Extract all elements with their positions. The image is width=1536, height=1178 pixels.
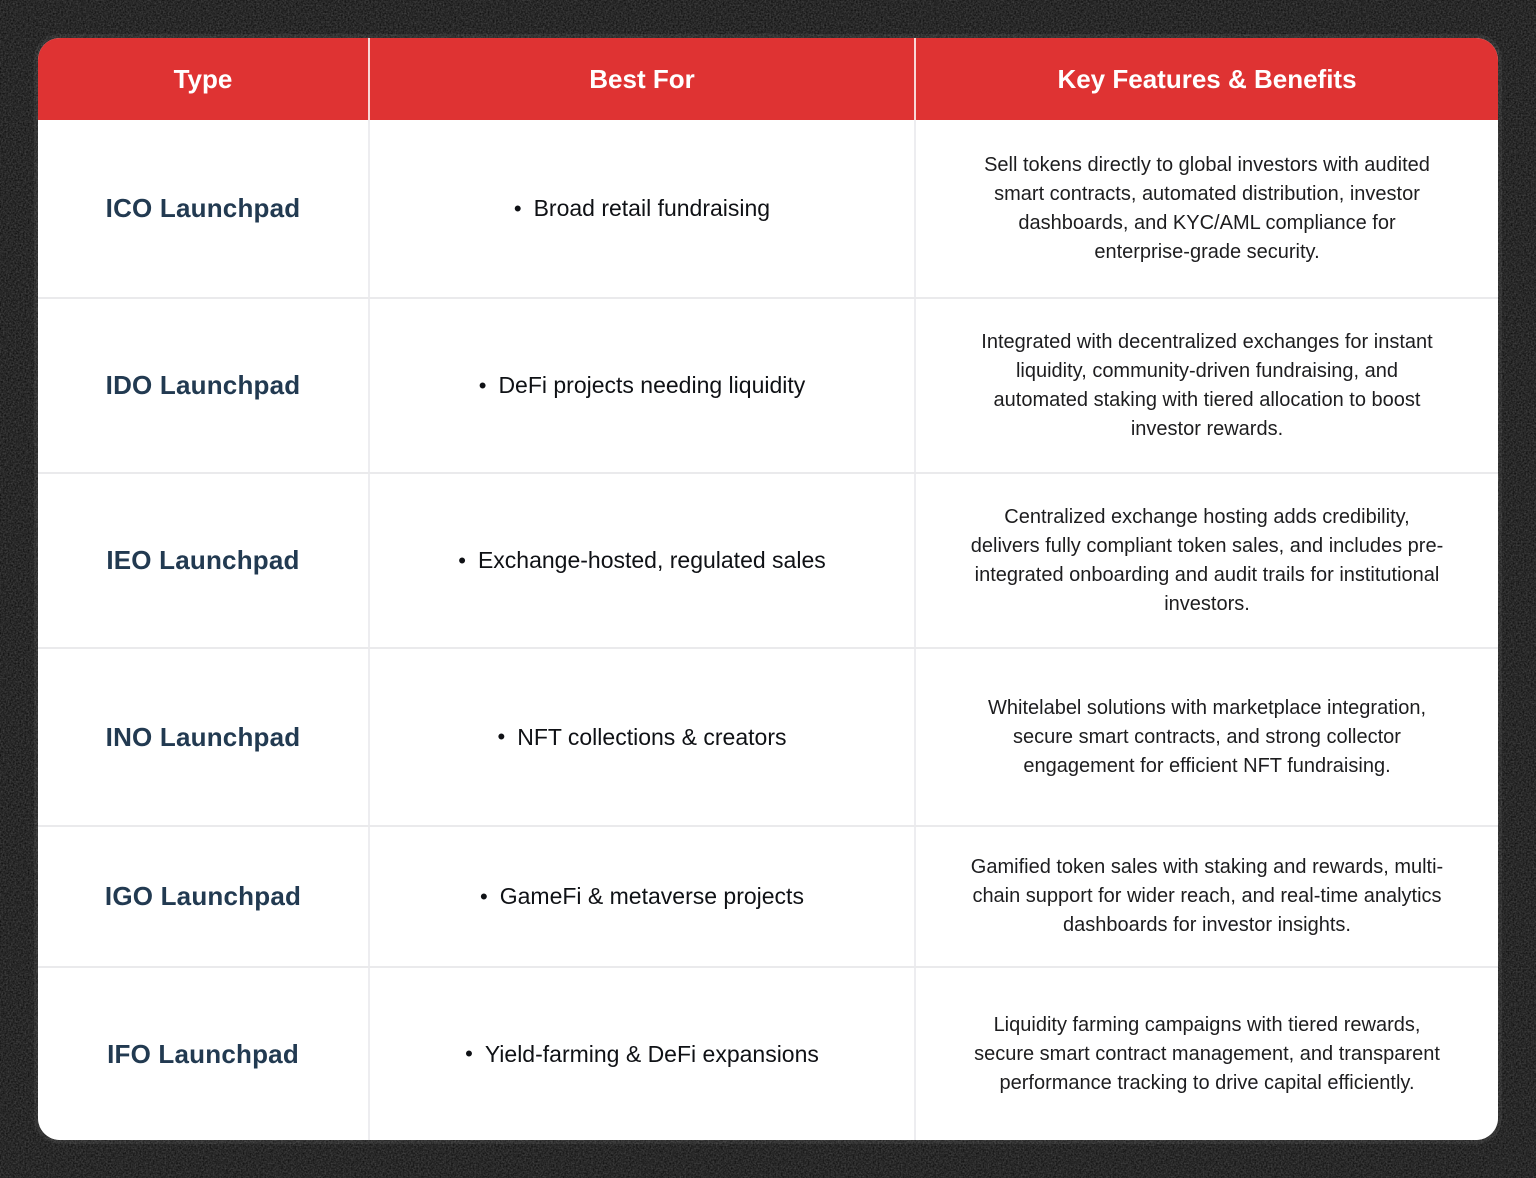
best-for-cell (370, 968, 916, 1140)
bullet-icon: • (478, 372, 487, 398)
best-for-cell (370, 299, 916, 472)
best-for-cell (370, 474, 916, 647)
type-cell: IEO Launchpad (38, 474, 370, 647)
table-row (38, 120, 1498, 297)
table-header-row (38, 38, 1498, 120)
best-for-text: GameFi & metaverse projects (499, 883, 804, 909)
key-features-cell: Liquidity farming campaigns with tiered rewards, secure smart contract management, and transparent performance tracking to drive capital efficiently. (974, 1013, 1440, 1094)
bullet-icon: • (465, 1041, 473, 1066)
key-features-cell: Whitelabel solutions with marketplace integration, secure smart contracts, and strong collector engagement for efficient NFT fundraising. (988, 696, 1426, 777)
header-key-features: Key Features & Benefits (1057, 63, 1357, 94)
type-cell: INO Launchpad (38, 649, 370, 825)
best-for-text: NFT collections & creators (517, 723, 787, 750)
best-for-text: Yield-farming & DeFi expansions (484, 1040, 819, 1067)
table-row (38, 297, 1498, 472)
type-cell: IFO Launchpad (38, 968, 370, 1140)
header-type: Type (38, 38, 370, 120)
bullet-icon: • (497, 724, 506, 749)
key-features-cell: Integrated with decentralized exchanges for instant liquidity, community-driven fundraising, and automated staking with tiered allocation to boost investor rewards. (981, 330, 1433, 440)
best-for-cell (370, 827, 916, 966)
header-best-for: Best For (370, 38, 916, 120)
table-body (38, 120, 1498, 1140)
type-cell: ICO Launchpad (38, 120, 370, 297)
comparison-table-card (38, 38, 1498, 1140)
key-features-cell: Sell tokens directly to global investors with audited smart contracts, automated distribution, investor dashboards, and KYC/AML compliance for enterprise-grade security. (984, 153, 1430, 263)
table-row (38, 966, 1498, 1140)
table-row (38, 825, 1498, 966)
best-for-text: Exchange-hosted, regulated sales (477, 547, 826, 573)
type-cell: IDO Launchpad (38, 299, 370, 472)
best-for-text: Broad retail fundraising (533, 195, 771, 221)
bullet-icon: • (480, 883, 488, 909)
type-cell: IGO Launchpad (38, 827, 370, 966)
table-row (38, 647, 1498, 825)
best-for-cell (370, 120, 916, 297)
best-for-text: DeFi projects needing liquidity (498, 372, 806, 398)
bullet-icon: • (458, 547, 466, 573)
bullet-icon: • (513, 195, 522, 221)
table-row (38, 472, 1498, 647)
best-for-cell (370, 649, 916, 825)
key-features-cell: Centralized exchange hosting adds credibility, delivers fully compliant token sales, and includes pre-integrated onboarding and audit trails for institutional investors. (970, 505, 1444, 615)
key-features-cell: Gamified token sales with staking and rewards, multi-chain support for wider reach, and real-time analytics dashboards for investor insights. (970, 856, 1444, 936)
